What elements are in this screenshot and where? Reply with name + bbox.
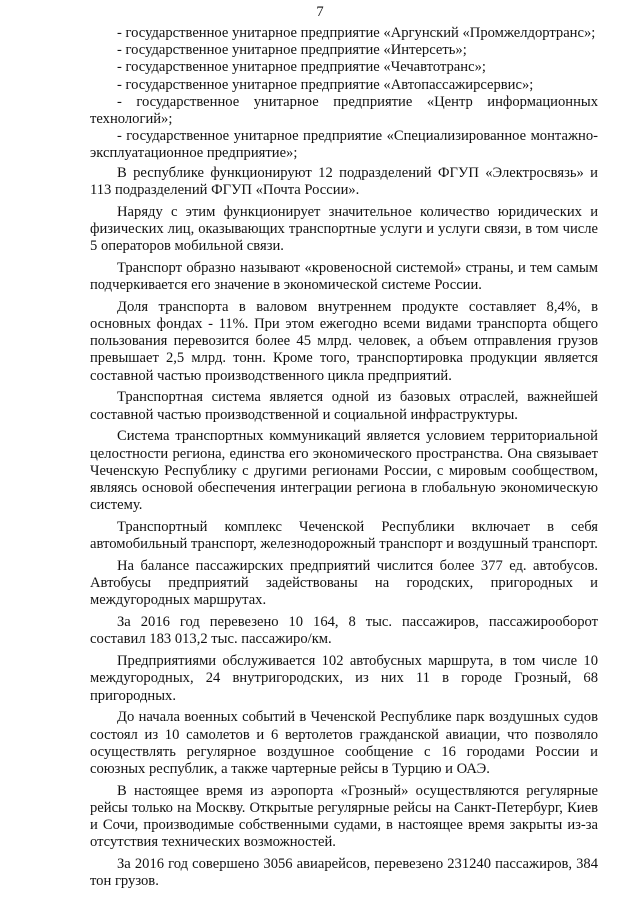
paragraph: За 2016 год перевезено 10 164, 8 тыс. пассажиров, пассажирооборот составил 183 013,2 тыс. пассажиро/км.	[90, 614, 598, 648]
page-number: 7	[316, 4, 324, 20]
list-item: - государственное унитарное предприятие «Центр информационных технологий»;	[90, 93, 598, 128]
paragraph: Доля транспорта в валовом внутреннем продукте составляет 8,4%, в основных фондах - 11%. При этом ежегодно всеми видами транспорта общего пользования перевозится более 45 млрд. человек, а объем отправления грузов превышает 2,5 млрд. тонн. Кроме того, транспортировка продукции является составной частью производственного цикла предприятий.	[90, 298, 598, 384]
paragraph: Транспортный комплекс Чеченской Республики включает в себя автомобильный транспорт, железнодорожный транспорт и воздушный транспорт.	[90, 519, 598, 553]
paragraph: До начала военных событий в Чеченской Республике парк воздушных судов состоял из 10 самолетов и 6 вертолетов гражданской авиации, что позволяло осуществлять регулярное воздушное сообщение с 16 городами России и союзных республик, а также чартерные рейсы в Турцию и ОАЭ.	[90, 709, 598, 778]
list-item: - государственное унитарное предприятие «Чечавтотранс»;	[117, 59, 486, 76]
paragraph: Наряду с этим функционирует значительное количество юридических и физических лиц, оказывающих транспортные услуги и услуги связи, в том числе 5 операторов мобильной связи.	[90, 203, 598, 255]
list-item: - государственное унитарное предприятие «Специализированное монтажно-эксплуатационное предприятие»;	[90, 128, 598, 162]
paragraph: Предприятиями обслуживается 102 автобусных маршрута, в том числе 10 междугородных, 24 внутригородских, из них 11 в городе Грозный, 68 пригородных.	[90, 653, 598, 704]
paragraph: Система транспортных коммуникаций является условием территориальной целостности региона, единства его экономического пространства. Она связывает Чеченскую Республику с другими регионами России, с мировым сообществом, являясь основой обеспечения интеграции региона в глобальную экономическую систему.	[90, 428, 598, 514]
paragraph: На балансе пассажирских предприятий числится более 377 ед. автобусов. Автобусы предприятий задействованы на городских, пригородных и междугородных маршрутах.	[90, 558, 598, 609]
paragraph: За 2016 год совершено 3056 авиарейсов, перевезено 231240 пассажиров, 384 тон грузов.	[90, 856, 598, 890]
document-body	[90, 25, 598, 891]
paragraph: Транспорт образно называют «кровеносной системой» страны, и тем самым подчеркивается его значение в экономической системе России.	[90, 259, 598, 294]
paragraph: В республике функционируют 12 подразделений ФГУП «Электросвязь» и 113 подразделений ФГУП «Почта России».	[90, 164, 598, 198]
list-item: - государственное унитарное предприятие «Интерсеть»;	[117, 42, 467, 59]
paragraph: Транспортная система является одной из базовых отраслей, важнейшей составной частью производственной и социальной инфраструктуры.	[90, 389, 598, 423]
list-item: - государственное унитарное предприятие «Автопассажирсервис»;	[117, 76, 534, 93]
list-item: - государственное унитарное предприятие «Аргунский «Промжелдортранс»;	[117, 25, 596, 41]
paragraph: В настоящее время из аэропорта «Грозный» осуществляются регулярные рейсы только на Москву. Открытые регулярные рейсы на Санкт-Петербург, Киев и Сочи, производимые собственными судами, в настоящее время закрыты из-за отсутствия технических возможностей.	[90, 782, 598, 851]
